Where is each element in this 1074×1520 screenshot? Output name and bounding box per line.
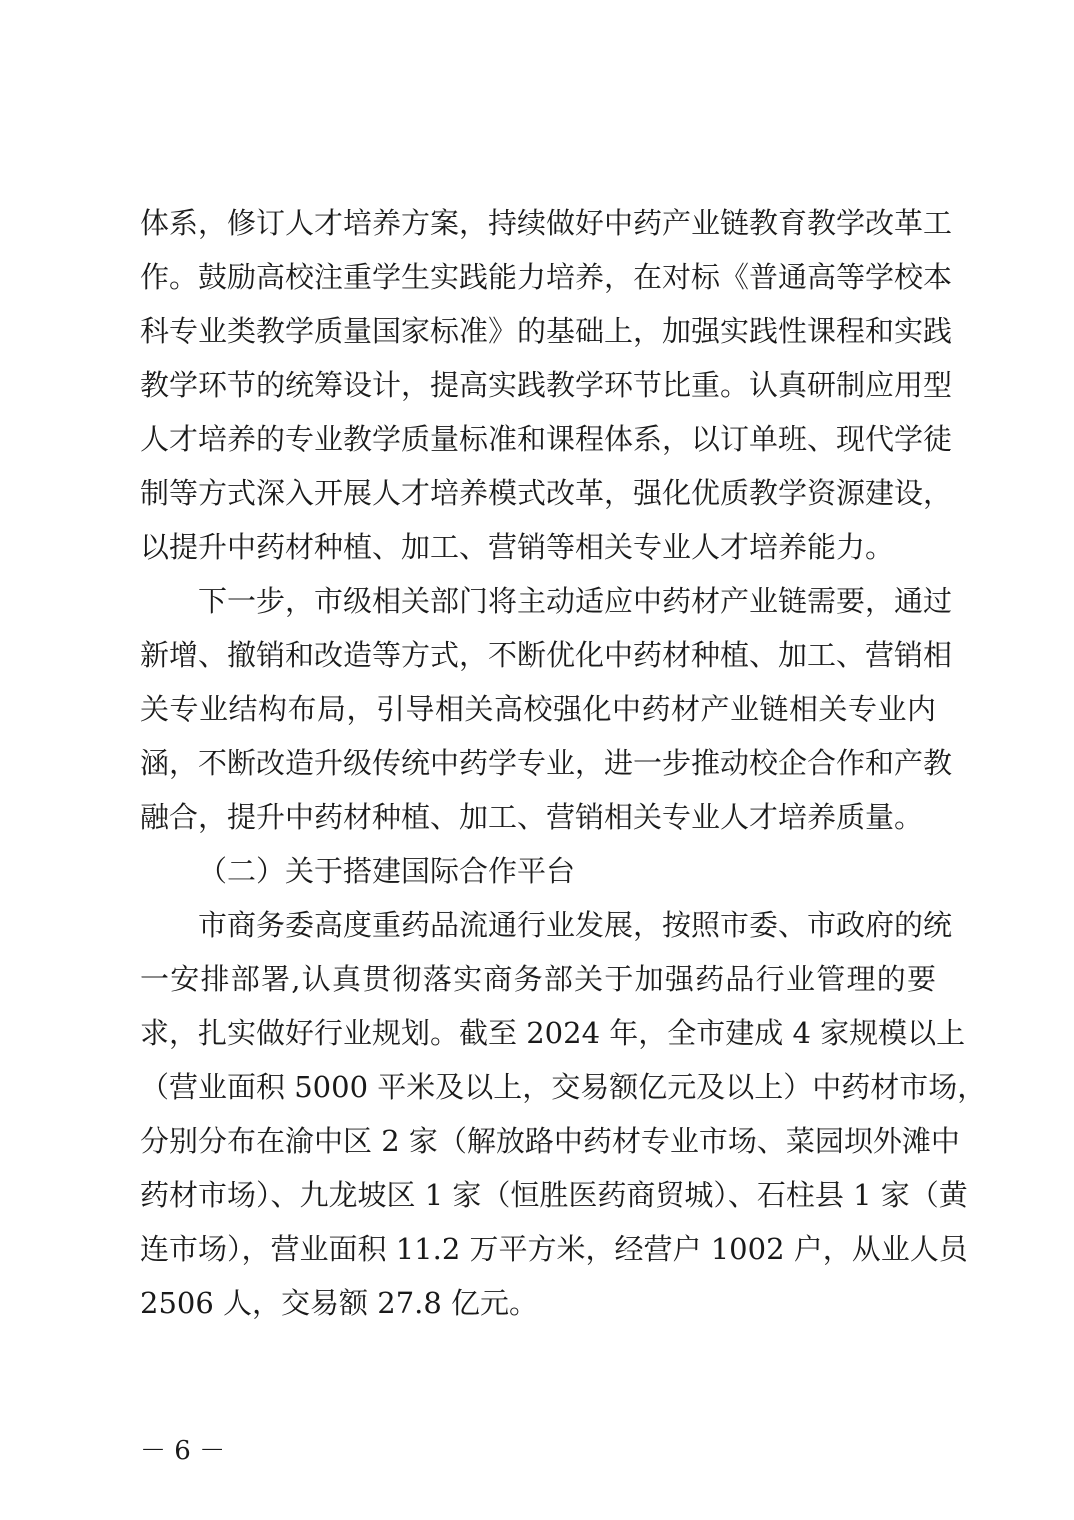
body-line: 药材市场）、九龙坡区 1 家（恒胜医药商贸城）、石柱县 1 家（黄 [140, 1178, 968, 1212]
paragraph-start-line: 下一步，市级相关部门将主动适应中药材产业链需要，通过 [198, 584, 953, 618]
body-line: 新增、撤销和改造等方式，不断优化中药材种植、加工、营销相 [140, 638, 953, 672]
body-line: 一安排部署,认真贯彻落实商务部关于加强药品行业管理的要 [140, 962, 936, 996]
section-heading: （二）关于搭建国际合作平台 [198, 854, 576, 888]
body-line: 科专业类教学质量国家标准》的基础上，加强实践性课程和实践 [140, 314, 953, 348]
body-line: 融合，提升中药材种植、加工、营销相关专业人才培养质量。 [140, 800, 924, 834]
body-line: 关专业结构布局，引导相关高校强化中药材产业链相关专业内 [140, 692, 936, 726]
body-line: 教学环节的统筹设计，提高实践教学环节比重。认真研制应用型 [140, 368, 953, 402]
body-line: 涵，不断改造升级传统中药学专业，进一步推动校企合作和产教 [140, 746, 953, 780]
body-line: 人才培养的专业教学质量标准和课程体系，以订单班、现代学徒 [140, 422, 953, 456]
body-line: 作。鼓励高校注重学生实践能力培养，在对标《普通高等学校本 [140, 260, 953, 294]
body-line: 制等方式深入开展人才培养模式改革，强化优质教学资源建设， [140, 476, 953, 510]
body-line: 2506 人，交易额 27.8 亿元。 [140, 1286, 539, 1320]
body-line: （营业面积 5000 平米及以上，交易额亿元及以上）中药材市场， [140, 1070, 987, 1104]
body-line: 分别分布在渝中区 2 家（解放路中药材专业市场、菜园坝外滩中 [140, 1124, 960, 1158]
paragraph-start-line: 市商务委高度重药品流通行业发展，按照市委、市政府的统 [198, 908, 953, 942]
document-body [140, 196, 987, 1330]
body-line: 连市场），营业面积 11.2 万平方米，经营户 1002 户，从业人员 [140, 1232, 968, 1266]
body-line: 体系，修订人才培养方案，持续做好中药产业链教育教学改革工 [140, 206, 953, 240]
page-number: － 6 － [140, 1436, 226, 1466]
body-line: 以提升中药材种植、加工、营销等相关专业人才培养能力。 [140, 530, 895, 564]
body-line: 求，扎实做好行业规划。截至 2024 年，全市建成 4 家规模以上 [140, 1016, 966, 1050]
